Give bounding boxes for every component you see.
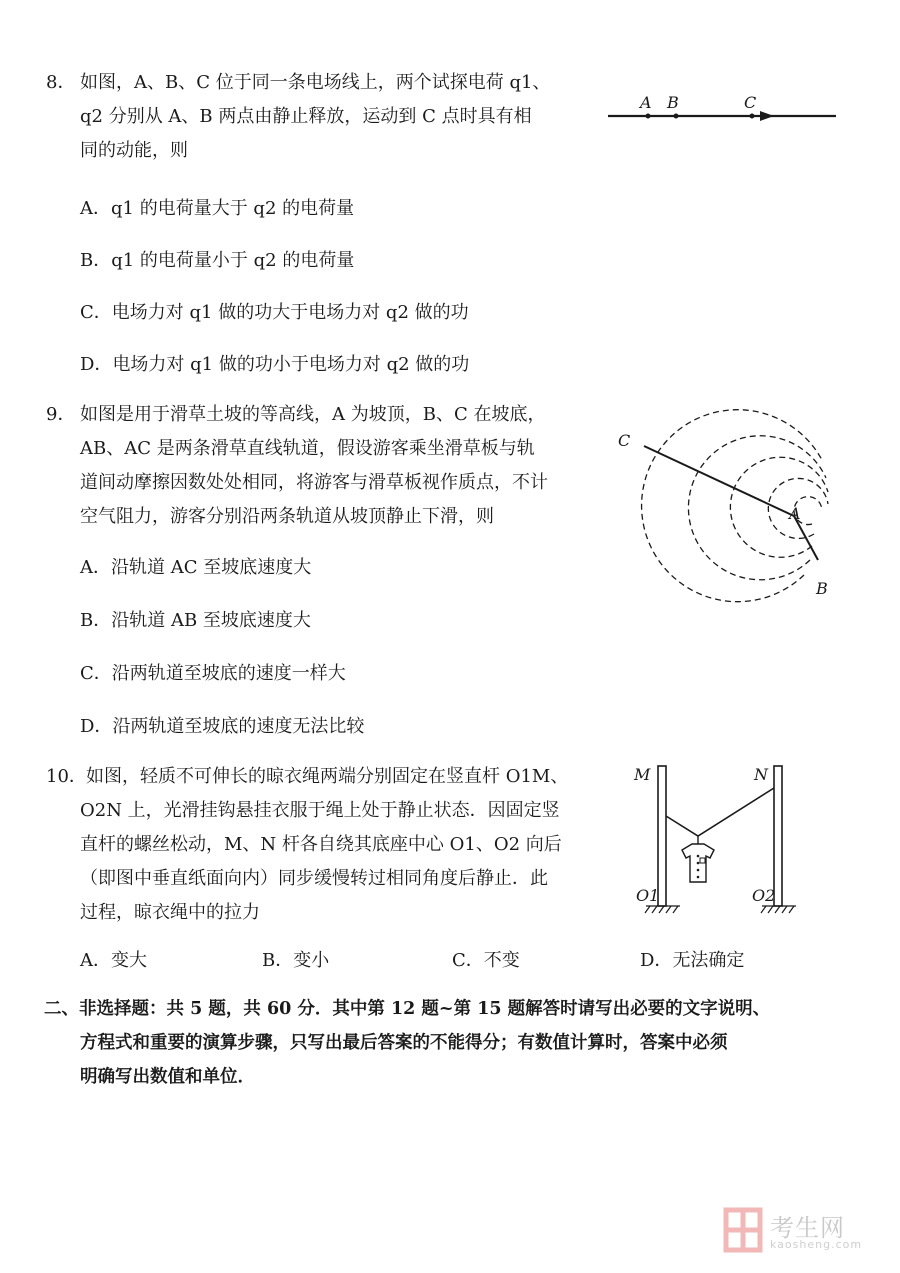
pole-o2n — [774, 766, 782, 906]
watermark-title: 考生网 — [770, 1214, 845, 1242]
contour-line-3 — [730, 457, 828, 557]
q9-contour-map-figure — [612, 400, 842, 610]
option-letter: B． — [80, 250, 112, 271]
pole-o1m — [658, 766, 666, 906]
label-m: M — [634, 765, 651, 784]
label-c: C — [744, 93, 757, 112]
q8-option-c[interactable] — [80, 302, 469, 324]
q9-stem-line-1: 如图是用于滑草土坡的等高线，A 为坡顶，B、C 在坡底， — [80, 404, 546, 425]
option-text: 无法确定 — [672, 950, 745, 971]
q8-stem-line-1: 如图，A、B、C 位于同一条电场线上，两个试探电荷 q1、 — [80, 72, 551, 93]
option-text: 沿轨道 AC 至坡底速度大 — [111, 557, 312, 578]
ground-hatch-right — [761, 906, 796, 913]
q9-option-a[interactable] — [80, 557, 311, 579]
q9-stem-line-4: 空气阻力，游客分别沿两条轨道从坡顶静止下滑，则 — [80, 506, 494, 527]
track-ac — [644, 446, 794, 516]
label-o2: O2 — [752, 886, 776, 905]
option-text: 变小 — [293, 950, 330, 971]
field-direction-arrow-icon — [760, 111, 774, 121]
option-text: 沿两轨道至坡底的速度无法比较 — [112, 716, 365, 737]
q10-stem-line-4: （即图中垂直纸面向内）同步缓慢转过相同角度后静止．此 — [80, 868, 548, 889]
q9-option-b[interactable] — [80, 610, 311, 632]
q10-option-a[interactable] — [80, 950, 147, 972]
point-a — [646, 114, 651, 119]
q8-option-b[interactable] — [80, 250, 354, 272]
q8-stem-line-2: q2 分别从 A、B 两点由静止释放，运动到 C 点时具有相 — [80, 106, 532, 127]
ground-hatch-left — [645, 906, 680, 913]
label-a: A — [640, 93, 652, 112]
option-letter: A． — [80, 557, 111, 578]
option-text: q1 的电荷量小于 q2 的电荷量 — [111, 250, 355, 271]
q10-stem-line-1: 如图，轻质不可伸长的晾衣绳两端分别固定在竖直杆 O1M、 — [86, 766, 569, 787]
option-letter: C． — [80, 302, 112, 323]
q9-option-d[interactable] — [80, 716, 364, 738]
q9-stem-line-3: 道间动摩擦因数处处相同，将游客与滑草板视作质点，不计 — [80, 472, 548, 493]
q8-electric-field-line-figure — [600, 88, 840, 128]
option-letter: D． — [640, 950, 673, 971]
q8-stem-line-3: 同的动能，则 — [80, 140, 188, 161]
label-a: A — [789, 504, 801, 523]
option-text: q1 的电荷量大于 q2 的电荷量 — [111, 198, 355, 219]
label-b: B — [816, 579, 828, 598]
option-letter: B． — [80, 610, 112, 631]
point-c — [750, 114, 755, 119]
section2-heading-line-1: 二、非选择题：共 5 题，共 60 分．其中第 12 题~第 15 题解答时请写出必要的文字说明、 — [44, 999, 771, 1019]
q10-clothesline-figure — [630, 758, 810, 918]
option-letter: D． — [80, 716, 113, 737]
option-letter: C． — [452, 950, 484, 971]
q9-number: 9． — [46, 404, 76, 425]
option-text: 变大 — [111, 950, 147, 971]
q10-stem-line-2: O2N 上，光滑挂钩悬挂衣服于绳上处于静止状态．因固定竖 — [80, 800, 560, 821]
q10-number: 10． — [46, 766, 87, 787]
q10-option-c[interactable] — [452, 950, 520, 972]
section2-heading-line-3: 明确写出数值和单位． — [80, 1067, 255, 1087]
watermark-logo-icon — [722, 1206, 766, 1254]
q9-stem-line-2: AB、AC 是两条滑草直线轨道，假设游客乘坐滑草板与轨 — [80, 438, 535, 459]
q9-option-c[interactable] — [80, 663, 346, 685]
q10-stem-line-5: 过程，晾衣绳中的拉力 — [80, 902, 260, 923]
label-c: C — [618, 431, 631, 450]
option-text: 电场力对 q1 做的功小于电场力对 q2 做的功 — [112, 354, 470, 375]
q8-option-d[interactable] — [80, 354, 469, 376]
contour-line-2 — [688, 436, 826, 580]
option-letter: D． — [80, 354, 113, 375]
q10-option-b[interactable] — [262, 950, 329, 972]
clothesline-rope — [666, 788, 774, 836]
option-letter: C． — [80, 663, 112, 684]
label-o1: O1 — [636, 886, 660, 905]
option-letter: A． — [80, 950, 111, 971]
q10-option-d[interactable] — [640, 950, 744, 972]
option-text: 沿轨道 AB 至坡底速度大 — [111, 610, 311, 631]
q8-option-a[interactable] — [80, 198, 354, 220]
label-n: N — [754, 765, 768, 784]
point-b — [674, 114, 679, 119]
option-text: 不变 — [483, 950, 520, 971]
q10-stem-line-3: 直杆的螺丝松动，M、N 杆各自绕其底座中心 O1、O2 向后 — [80, 834, 562, 855]
option-letter: B． — [262, 950, 294, 971]
section2-heading-line-2: 方程式和重要的演算步骤，只写出最后答案的不能得分；有数值计算时，答案中必须 — [80, 1033, 728, 1053]
q8-number: 8． — [46, 72, 76, 93]
option-letter: A． — [80, 198, 111, 219]
option-text: 电场力对 q1 做的功大于电场力对 q2 做的功 — [111, 302, 469, 323]
option-text: 沿两轨道至坡底的速度一样大 — [111, 663, 346, 684]
watermark-subtitle: kaosheng.com — [770, 1238, 863, 1251]
label-b: B — [667, 93, 679, 112]
